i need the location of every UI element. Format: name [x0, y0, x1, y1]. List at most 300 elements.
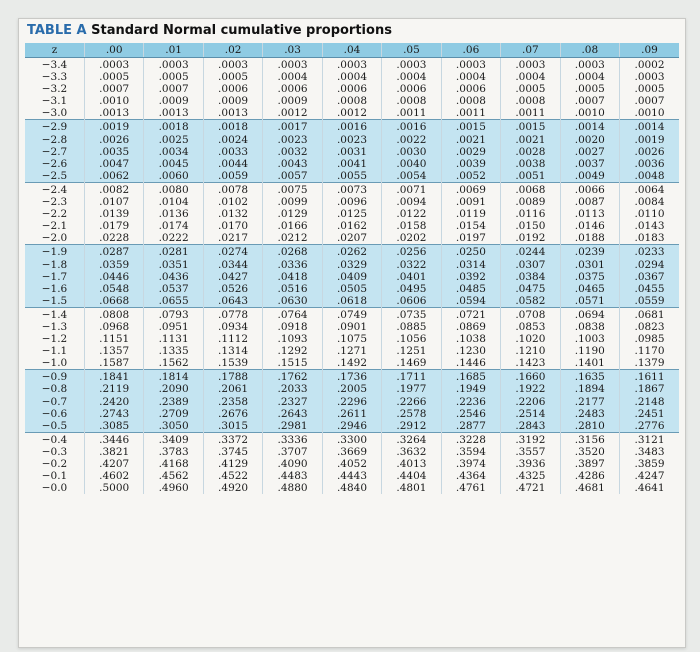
proportion-cell: .2843	[501, 420, 560, 433]
proportion-cell: .1660	[501, 370, 560, 384]
proportion-cell: .0009	[263, 95, 322, 107]
row-group	[25, 307, 679, 369]
proportion-cell: .0003	[144, 58, 203, 72]
proportion-cell: .0025	[144, 134, 203, 146]
proportion-cell: .0062	[84, 170, 143, 183]
proportion-cell: .4207	[84, 458, 143, 470]
proportion-cell: .0537	[144, 283, 203, 295]
proportion-cell: .1841	[84, 370, 143, 384]
proportion-cell: .2327	[263, 396, 322, 408]
z-value: −2.2	[25, 208, 84, 220]
proportion-cell: .0427	[203, 271, 262, 283]
proportion-cell: .0107	[84, 196, 143, 208]
header-col: .06	[441, 43, 500, 58]
proportion-cell: .4880	[263, 482, 322, 494]
z-value: −1.5	[25, 295, 84, 308]
proportion-cell: .0007	[620, 95, 679, 107]
proportion-cell: .0078	[203, 182, 262, 196]
proportion-cell: .1230	[441, 345, 500, 357]
proportion-cell: .0359	[84, 259, 143, 271]
proportion-cell: .1711	[382, 370, 441, 384]
proportion-cell: .0207	[322, 232, 381, 245]
proportion-cell: .4052	[322, 458, 381, 470]
proportion-cell: .0010	[84, 95, 143, 107]
proportion-cell: .0808	[84, 307, 143, 321]
row-group	[25, 370, 679, 432]
proportion-cell: .0934	[203, 321, 262, 333]
proportion-cell: .0136	[144, 208, 203, 220]
proportion-cell: .0003	[84, 58, 143, 72]
proportion-cell: .3372	[203, 432, 262, 446]
proportion-cell: .0418	[263, 271, 322, 283]
proportion-cell: .0004	[322, 71, 381, 83]
proportion-cell: .4920	[203, 482, 262, 494]
proportion-cell: .0150	[501, 220, 560, 232]
proportion-cell: .3264	[382, 432, 441, 446]
proportion-cell: .0183	[620, 232, 679, 245]
proportion-cell: .0034	[144, 146, 203, 158]
proportion-cell: .2810	[560, 420, 619, 433]
proportion-cell: .2420	[84, 396, 143, 408]
proportion-cell: .0918	[263, 321, 322, 333]
proportion-cell: .0033	[203, 146, 262, 158]
proportion-cell: .3821	[84, 446, 143, 458]
proportion-cell: .0526	[203, 283, 262, 295]
proportion-cell: .0384	[501, 271, 560, 283]
proportion-cell: .4840	[322, 482, 381, 494]
z-value: −3.1	[25, 95, 84, 107]
proportion-cell: .0174	[144, 220, 203, 232]
proportion-cell: .0016	[322, 120, 381, 134]
table-row	[25, 170, 679, 183]
proportion-cell: .0023	[263, 134, 322, 146]
proportion-cell: .2676	[203, 408, 262, 420]
proportion-cell: .0094	[382, 196, 441, 208]
proportion-cell: .4325	[501, 470, 560, 482]
z-value: −2.1	[25, 220, 84, 232]
proportion-cell: .0031	[322, 146, 381, 158]
table-row	[25, 420, 679, 433]
proportion-cell: .0038	[501, 158, 560, 170]
z-value: −1.4	[25, 307, 84, 321]
proportion-cell: .2005	[322, 383, 381, 395]
proportion-cell: .4168	[144, 458, 203, 470]
proportion-cell: .3557	[501, 446, 560, 458]
z-value: −2.6	[25, 158, 84, 170]
table-row	[25, 333, 679, 345]
table-row	[25, 307, 679, 321]
z-value: −2.4	[25, 182, 84, 196]
proportion-cell: .1562	[144, 357, 203, 370]
proportion-cell: .0006	[263, 83, 322, 95]
proportion-cell: .0010	[620, 107, 679, 120]
proportion-cell: .2389	[144, 396, 203, 408]
proportion-cell: .1894	[560, 383, 619, 395]
proportion-cell: .0006	[203, 83, 262, 95]
proportion-cell: .1762	[263, 370, 322, 384]
proportion-cell: .0102	[203, 196, 262, 208]
proportion-cell: .1379	[620, 357, 679, 370]
row-group	[25, 182, 679, 244]
header-col: .00	[84, 43, 143, 58]
proportion-cell: .0014	[560, 120, 619, 134]
proportion-cell: .3594	[441, 446, 500, 458]
table-row	[25, 408, 679, 420]
z-value: −2.8	[25, 134, 84, 146]
proportion-cell: .0455	[620, 283, 679, 295]
proportion-cell: .0322	[382, 259, 441, 271]
table-row	[25, 208, 679, 220]
proportion-cell: .0606	[382, 295, 441, 308]
proportion-cell: .0057	[263, 170, 322, 183]
proportion-cell: .3085	[84, 420, 143, 433]
proportion-cell: .0069	[441, 182, 500, 196]
proportion-cell: .0228	[84, 232, 143, 245]
proportion-cell: .0307	[501, 259, 560, 271]
proportion-cell: .0024	[203, 134, 262, 146]
proportion-cell: .0314	[441, 259, 500, 271]
proportion-cell: .1611	[620, 370, 679, 384]
table-label: TABLE A	[27, 23, 87, 38]
table-row	[25, 120, 679, 134]
z-value: −0.8	[25, 383, 84, 395]
proportion-cell: .2090	[144, 383, 203, 395]
proportion-cell: .2266	[382, 396, 441, 408]
proportion-cell: .0032	[263, 146, 322, 158]
proportion-cell: .1423	[501, 357, 560, 370]
z-value: −0.5	[25, 420, 84, 433]
z-value: −0.9	[25, 370, 84, 384]
proportion-cell: .0071	[382, 182, 441, 196]
proportion-cell: .0026	[620, 146, 679, 158]
proportion-cell: .0035	[84, 146, 143, 158]
proportion-cell: .1210	[501, 345, 560, 357]
z-value: −3.0	[25, 107, 84, 120]
proportion-cell: .0009	[144, 95, 203, 107]
proportion-cell: .0329	[322, 259, 381, 271]
proportion-cell: .0066	[560, 182, 619, 196]
proportion-cell: .0119	[441, 208, 500, 220]
proportion-cell: .2709	[144, 408, 203, 420]
proportion-cell: .0901	[322, 321, 381, 333]
proportion-cell: .0125	[322, 208, 381, 220]
proportion-cell: .0008	[382, 95, 441, 107]
proportion-cell: .0548	[84, 283, 143, 295]
proportion-cell: .1020	[501, 333, 560, 345]
proportion-cell: .0853	[501, 321, 560, 333]
proportion-cell: .0274	[203, 245, 262, 259]
z-value: −3.3	[25, 71, 84, 83]
proportion-cell: .0003	[203, 58, 262, 72]
proportion-cell: .0668	[84, 295, 143, 308]
proportion-cell: .0029	[441, 146, 500, 158]
proportion-cell: .0012	[263, 107, 322, 120]
proportion-cell: .3669	[322, 446, 381, 458]
proportion-cell: .4681	[560, 482, 619, 494]
proportion-cell: .0011	[441, 107, 500, 120]
row-group	[25, 120, 679, 182]
proportion-cell: .0212	[263, 232, 322, 245]
proportion-cell: .0008	[441, 95, 500, 107]
proportion-cell: .0003	[560, 58, 619, 72]
table-row	[25, 396, 679, 408]
proportion-cell: .0004	[560, 71, 619, 83]
proportion-cell: .0375	[560, 271, 619, 283]
proportion-cell: .0749	[322, 307, 381, 321]
proportion-cell: .0256	[382, 245, 441, 259]
proportion-cell: .2236	[441, 396, 500, 408]
z-value: −0.6	[25, 408, 84, 420]
proportion-cell: .4801	[382, 482, 441, 494]
proportion-cell: .0166	[263, 220, 322, 232]
proportion-cell: .0708	[501, 307, 560, 321]
proportion-cell: .0188	[560, 232, 619, 245]
proportion-cell: .0351	[144, 259, 203, 271]
proportion-cell: .0055	[322, 170, 381, 183]
proportion-cell: .0162	[322, 220, 381, 232]
table-row	[25, 220, 679, 232]
proportion-cell: .4404	[382, 470, 441, 482]
proportion-cell: .4960	[144, 482, 203, 494]
header-col: .04	[322, 43, 381, 58]
proportion-cell: .0004	[382, 71, 441, 83]
proportion-cell: .0968	[84, 321, 143, 333]
proportion-cell: .0014	[620, 120, 679, 134]
proportion-cell: .0244	[501, 245, 560, 259]
proportion-cell: .0068	[501, 182, 560, 196]
proportion-cell: .0021	[501, 134, 560, 146]
proportion-cell: .0020	[560, 134, 619, 146]
proportion-cell: .0287	[84, 245, 143, 259]
proportion-cell: .0003	[441, 58, 500, 72]
proportion-cell: .2946	[322, 420, 381, 433]
proportion-cell: .3192	[501, 432, 560, 446]
proportion-cell: .0764	[263, 307, 322, 321]
proportion-cell: .0392	[441, 271, 500, 283]
z-value: −2.7	[25, 146, 84, 158]
z-value: −1.6	[25, 283, 84, 295]
proportion-cell: .0281	[144, 245, 203, 259]
proportion-cell: .0004	[441, 71, 500, 83]
proportion-cell: .4522	[203, 470, 262, 482]
proportion-cell: .4721	[501, 482, 560, 494]
proportion-cell: .0082	[84, 182, 143, 196]
proportion-cell: .3745	[203, 446, 262, 458]
proportion-cell: .1922	[501, 383, 560, 395]
proportion-cell: .0143	[620, 220, 679, 232]
proportion-cell: .0409	[322, 271, 381, 283]
proportion-cell: .0655	[144, 295, 203, 308]
proportion-cell: .0018	[144, 120, 203, 134]
proportion-cell: .0681	[620, 307, 679, 321]
proportion-cell: .4247	[620, 470, 679, 482]
table-row	[25, 58, 679, 72]
proportion-cell: .4013	[382, 458, 441, 470]
proportion-cell: .2514	[501, 408, 560, 420]
proportion-cell: .0618	[322, 295, 381, 308]
proportion-cell: .0012	[322, 107, 381, 120]
z-value: −2.0	[25, 232, 84, 245]
proportion-cell: .1515	[263, 357, 322, 370]
proportion-cell: .1292	[263, 345, 322, 357]
proportion-cell: .1814	[144, 370, 203, 384]
table-row	[25, 357, 679, 370]
proportion-cell: .0084	[620, 196, 679, 208]
proportion-cell: .1131	[144, 333, 203, 345]
proportion-cell: .0044	[203, 158, 262, 170]
proportion-cell: .2643	[263, 408, 322, 420]
table-row	[25, 134, 679, 146]
proportion-cell: .0202	[382, 232, 441, 245]
z-value: −0.0	[25, 482, 84, 494]
proportion-cell: .0495	[382, 283, 441, 295]
z-value: −3.4	[25, 58, 84, 72]
proportion-cell: .1003	[560, 333, 619, 345]
proportion-cell: .3050	[144, 420, 203, 433]
z-value: −0.3	[25, 446, 84, 458]
proportion-cell: .0013	[203, 107, 262, 120]
proportion-cell: .0015	[501, 120, 560, 134]
proportion-cell: .0040	[382, 158, 441, 170]
z-value: −2.3	[25, 196, 84, 208]
proportion-cell: .1190	[560, 345, 619, 357]
proportion-cell: .0019	[84, 120, 143, 134]
proportion-cell: .0694	[560, 307, 619, 321]
proportion-cell: .0179	[84, 220, 143, 232]
proportion-cell: .0139	[84, 208, 143, 220]
proportion-cell: .0003	[501, 58, 560, 72]
proportion-cell: .0021	[441, 134, 500, 146]
proportion-cell: .0003	[322, 58, 381, 72]
proportion-cell: .0099	[263, 196, 322, 208]
proportion-cell: .3936	[501, 458, 560, 470]
proportion-cell: .4562	[144, 470, 203, 482]
proportion-cell: .4483	[263, 470, 322, 482]
proportion-cell: .0401	[382, 271, 441, 283]
z-value: −1.8	[25, 259, 84, 271]
z-value: −0.1	[25, 470, 84, 482]
proportion-cell: .0838	[560, 321, 619, 333]
proportion-cell: .0096	[322, 196, 381, 208]
proportion-cell: .1788	[203, 370, 262, 384]
proportion-cell: .4602	[84, 470, 143, 482]
proportion-cell: .1056	[382, 333, 441, 345]
row-group	[25, 432, 679, 494]
proportion-cell: .1357	[84, 345, 143, 357]
proportion-cell: .0222	[144, 232, 203, 245]
proportion-cell: .0301	[560, 259, 619, 271]
proportion-cell: .0045	[144, 158, 203, 170]
proportion-cell: .0059	[203, 170, 262, 183]
proportion-cell: .2912	[382, 420, 441, 433]
table-row	[25, 71, 679, 83]
proportion-cell: .0011	[501, 107, 560, 120]
table-row	[25, 196, 679, 208]
proportion-cell: .0735	[382, 307, 441, 321]
proportion-cell: .0129	[263, 208, 322, 220]
proportion-cell: .1112	[203, 333, 262, 345]
proportion-cell: .3632	[382, 446, 441, 458]
table-page	[18, 18, 686, 648]
proportion-cell: .2611	[322, 408, 381, 420]
proportion-cell: .0505	[322, 283, 381, 295]
header-col: .09	[620, 43, 679, 58]
header-z: z	[25, 43, 84, 58]
proportion-cell: .0002	[620, 58, 679, 72]
proportion-cell: .0721	[441, 307, 500, 321]
proportion-cell: .1314	[203, 345, 262, 357]
proportion-cell: .0051	[501, 170, 560, 183]
proportion-cell: .0113	[560, 208, 619, 220]
proportion-cell: .0087	[560, 196, 619, 208]
proportion-cell: .0643	[203, 295, 262, 308]
header-col: .05	[382, 43, 441, 58]
row-group	[25, 58, 679, 120]
proportion-cell: .0089	[501, 196, 560, 208]
proportion-cell: .0010	[560, 107, 619, 120]
proportion-cell: .0005	[620, 83, 679, 95]
proportion-cell: .1492	[322, 357, 381, 370]
table-row	[25, 470, 679, 482]
proportion-cell: .0778	[203, 307, 262, 321]
proportion-cell: .0192	[501, 232, 560, 245]
proportion-cell: .3121	[620, 432, 679, 446]
z-value: −1.1	[25, 345, 84, 357]
proportion-cell: .2206	[501, 396, 560, 408]
z-value: −2.9	[25, 120, 84, 134]
proportion-cell: .0041	[322, 158, 381, 170]
proportion-cell: .0047	[84, 158, 143, 170]
proportion-cell: .0027	[560, 146, 619, 158]
table-row	[25, 345, 679, 357]
proportion-cell: .0006	[322, 83, 381, 95]
proportion-cell: .0011	[382, 107, 441, 120]
proportion-cell: .0250	[441, 245, 500, 259]
proportion-cell: .1635	[560, 370, 619, 384]
table-row	[25, 432, 679, 446]
proportion-cell: .0049	[560, 170, 619, 183]
proportion-cell: .0006	[382, 83, 441, 95]
table-row	[25, 158, 679, 170]
proportion-cell: .0436	[144, 271, 203, 283]
proportion-cell: .0039	[441, 158, 500, 170]
proportion-cell: .1170	[620, 345, 679, 357]
proportion-cell: .0030	[382, 146, 441, 158]
proportion-cell: .1038	[441, 333, 500, 345]
proportion-cell: .0104	[144, 196, 203, 208]
proportion-cell: .0154	[441, 220, 500, 232]
proportion-cell: .1093	[263, 333, 322, 345]
proportion-cell: .1587	[84, 357, 143, 370]
proportion-cell: .0022	[382, 134, 441, 146]
table-row	[25, 283, 679, 295]
proportion-cell: .0004	[501, 71, 560, 83]
z-value: −1.2	[25, 333, 84, 345]
proportion-cell: .0036	[620, 158, 679, 170]
proportion-cell: .0060	[144, 170, 203, 183]
proportion-cell: .0019	[620, 134, 679, 146]
proportion-cell: .3300	[322, 432, 381, 446]
proportion-cell: .3783	[144, 446, 203, 458]
row-group	[25, 245, 679, 307]
proportion-cell: .2483	[560, 408, 619, 420]
table-row	[25, 295, 679, 308]
proportion-cell: .0018	[203, 120, 262, 134]
proportion-cell: .2061	[203, 383, 262, 395]
proportion-cell: .0793	[144, 307, 203, 321]
proportion-cell: .0015	[441, 120, 500, 134]
proportion-cell: .0823	[620, 321, 679, 333]
